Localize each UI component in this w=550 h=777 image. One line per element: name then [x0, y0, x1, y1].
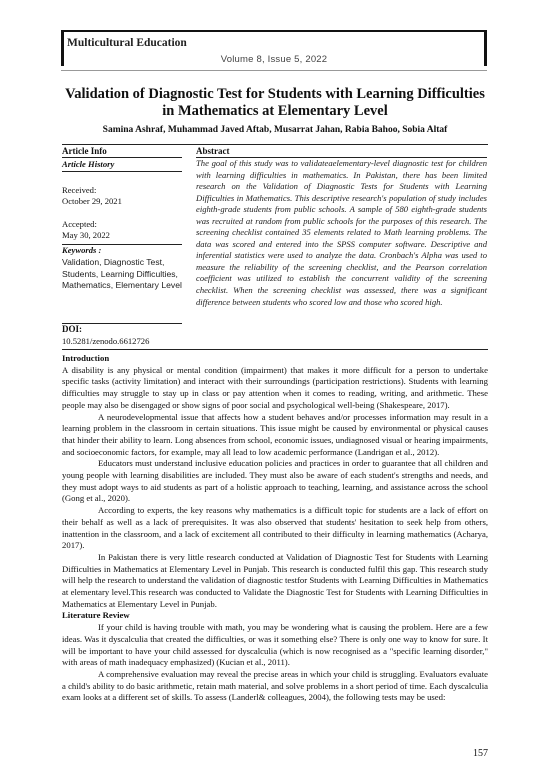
header-rule	[61, 70, 487, 71]
doi-label: DOI:	[62, 324, 82, 334]
paragraph: Educators must understand inclusive education policies and practices in order to guarantee that all children and young people with learning disabilities are included. They must also be aware of each student's strengths and needs, and they must adopt ways to aid students as part of a holistic approach to teaching, learning, and assistance across the school (Gong et al., 2020).	[62, 458, 488, 504]
received-date: October 29, 2021	[62, 196, 122, 206]
keywords-label: Keywords :	[62, 245, 102, 255]
keywords-list: Validation, Diagnostic Test, Students, Learning Difficulties, Mathematics, Elementary Level	[62, 257, 182, 291]
journal-header	[61, 30, 487, 66]
received-label: Received:	[62, 185, 97, 195]
paragraph: A neurodevelopmental issue that affects how a student behaves and/or processes information may result in a learning problem in the classroom in certain situations. This issue might be caused by environmental or physical causes that hinder their ability to learn. Long absences from school, economic issues, undiagnosed visual or hearing impairments, and socioeconomic factors, for example, may all lead to low academic performance (Landrigan et al., 2012).	[62, 411, 488, 457]
info-top-rule	[62, 144, 488, 145]
abstract-text: The goal of this study was to validateaelementary-level diagnostic test for children with learning difficulties in mathematics. In Pakistan, there has been limited research on the Validation of Diagnostic Tests for Students with Learning Difficulties in Mathematics. This descriptive research's population of study includes eighth-grade students from public schools. A sample of 580 eighth-grade students was recruited at random from public schools for the purposes of this research. The screening checklist contained 35 elements related to Math learning problems. The data was scored and entered into the SPSS computer software. Descriptive and inferential statistics were used to analyze the data. Cronbach's Alpha was used to measure the reliability of the screening checklist, and the Pearson correlation coefficient was utilized to establish the concurrent validity of the screening checklist. When the screening checklist was assessed, there was a significant difference between students who scored low and those who scored high.	[196, 158, 487, 307]
accepted-label: Accepted:	[62, 219, 97, 229]
journal-name: Multicultural Education	[67, 37, 187, 49]
header-top-line	[64, 30, 484, 32]
info-bottom-rule	[62, 349, 488, 350]
paragraph: A disability is any physical or mental condition (impairment) that makes it more difficult for a person to undertake specific tasks (activity limitation) and interact with their surroundings (participation restrictions). Students with learning difficulties may struggle to stay up in class or pay attention when it comes to reading, writing, and arithmetic. These people may also be disengaged or show signs of poor social and psychological well-being (Shakespeare, 2017).	[62, 364, 488, 410]
article-history-label: Article History	[62, 159, 115, 169]
page-number: 157	[473, 748, 488, 759]
paragraph: According to experts, the key reasons why mathematics is a difficult topic for students are a lack of effort on their behalf as well as a lack of prerequisites. It was also observed that students' hesitation to seek help from others, inattention in the classroom, and a lack of excitement all contributed to their difficulty in learning mathematics (Acharya, 2017).	[62, 505, 488, 551]
paragraph: A comprehensive evaluation may reveal the precise areas in which your child is struggling. Evaluators evaluate a child's ability to do basic arithmetic, retain math material, and solve problems in a short period of time. Each dyscalculia exam looks at a different set of skills. To assess (Landerl& colleagues, 2004), the following tests may be used:	[62, 668, 488, 703]
accepted-date: May 30, 2022	[62, 230, 110, 240]
abstract-heading: Abstract	[196, 146, 230, 156]
literature-review-heading: Literature Review	[62, 610, 130, 621]
intro-heading: Introduction	[62, 353, 110, 363]
paper-title: Validation of Diagnostic Test for Students with Learning Difficulties in Mathematics at Elementary Level	[65, 86, 485, 119]
info-heading-rule	[62, 157, 182, 158]
paragraph: In Pakistan there is very little research conducted at Validation of Diagnostic Test for Students with Learning Difficulties in Mathematics at Elementary Level in Punjab. This research is conducted fulfil this gap. This research study will help the research to understand the validation of diagnostic testfor Students with Learning Difficulties in Mathematics at elementary level.This research was conducted to Validate the Diagnostic Test for Students with Learning Difficulties in Mathematics at Elementary Level in Punjab.	[62, 551, 488, 609]
doi-value: 10.5281/zenodo.6612726	[62, 336, 150, 346]
author-list: Samina Ashraf, Muhammad Javed Aftab, Musarrat Jahan, Rabia Bahoo, Sobia Altaf	[102, 125, 448, 135]
history-rule	[62, 171, 182, 172]
volume-issue: Volume 8, Issue 5, 2022	[220, 54, 328, 65]
paragraph: If your child is having trouble with math, you may be wondering what is causing the problem. Here are a few ideas. Was it dyscalculia that created the difficulties, or was it something else? There is only one way to know for sure. It will be important to have your child assessed for dyscalculia (which is now recognised as a "specific learning disorder," with areas of math inadequacy emphasized) (Kucian et al., 2011).	[62, 622, 488, 668]
article-info-heading: Article Info	[62, 146, 107, 156]
body-text	[62, 353, 488, 704]
